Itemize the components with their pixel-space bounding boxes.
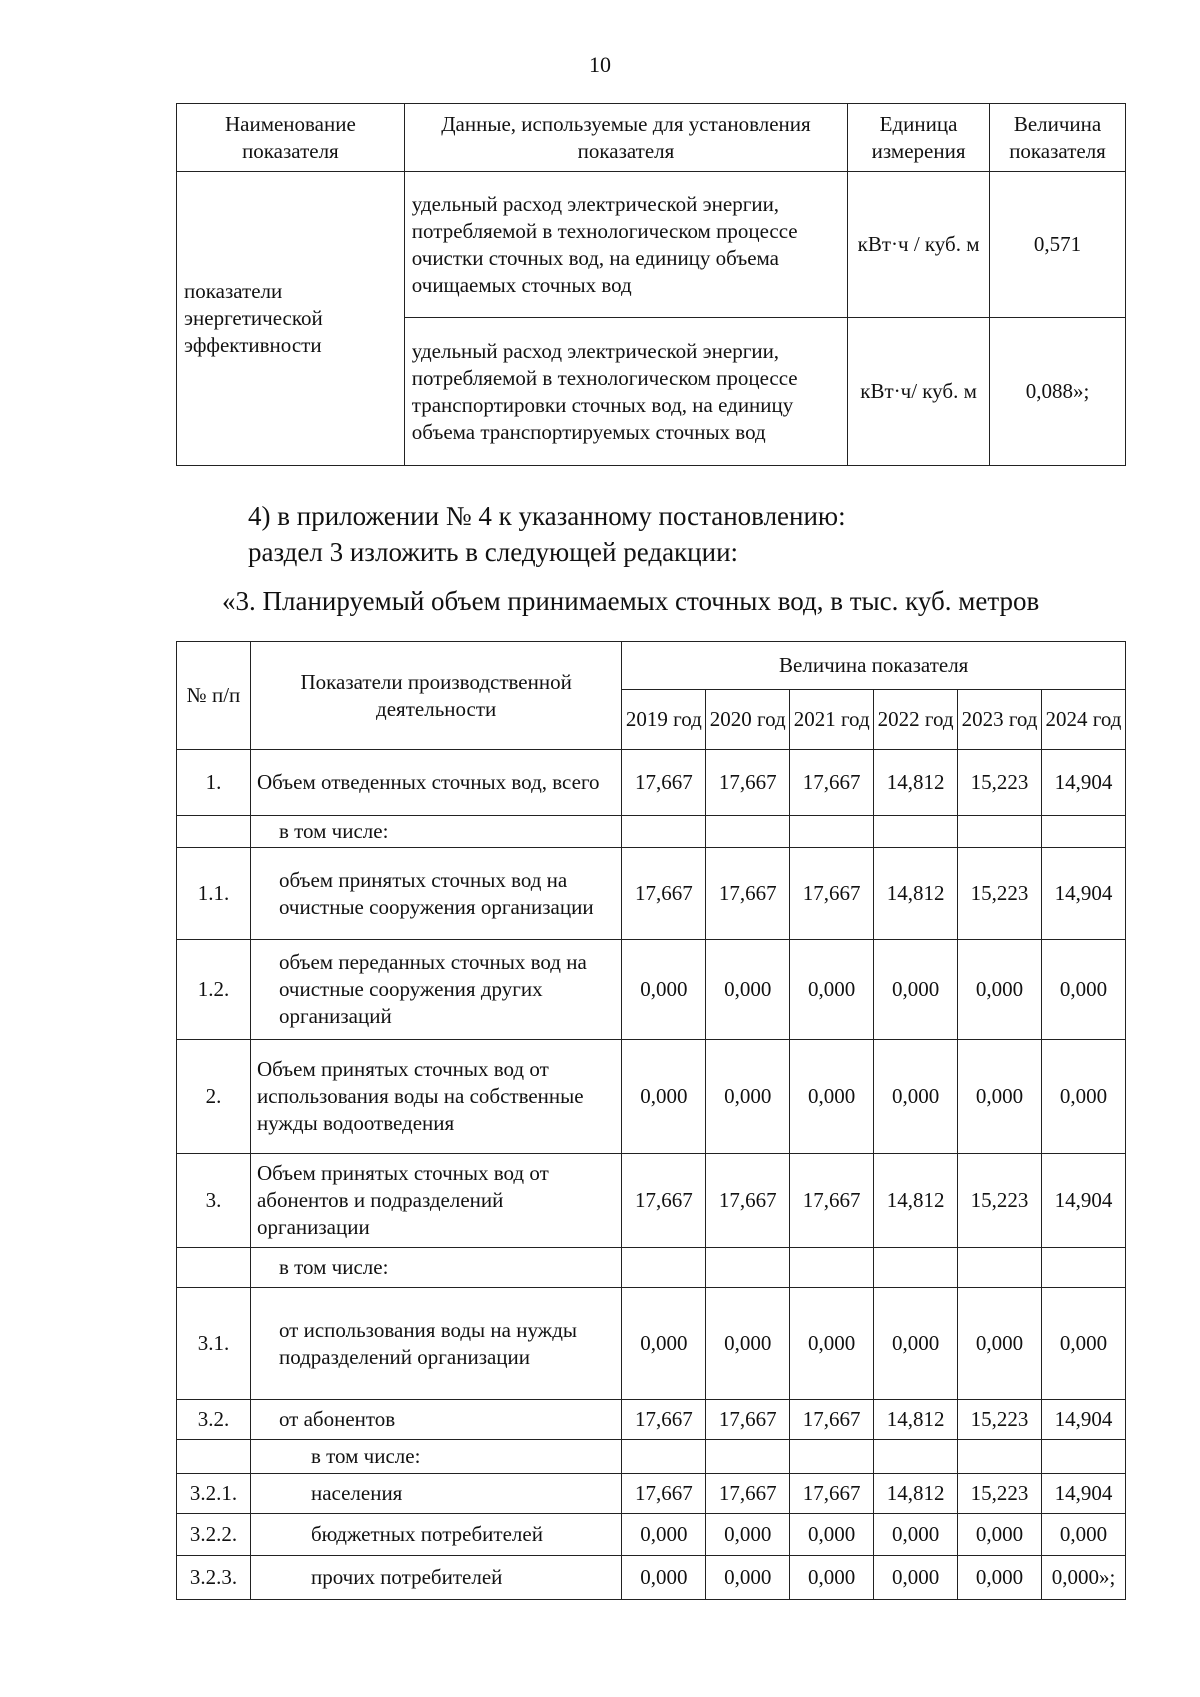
row-value: 14,904 xyxy=(1041,1400,1125,1440)
row-value: 0,000 xyxy=(622,1288,706,1400)
table-row xyxy=(177,1440,1126,1474)
row-number: 3.2.3. xyxy=(177,1556,251,1600)
row-value: 0,000 xyxy=(790,940,874,1040)
table-row xyxy=(177,816,1126,848)
t1-row-unit: кВт·ч/ куб. м xyxy=(848,318,990,466)
row-value: 0,000 xyxy=(1041,940,1125,1040)
section-title: «3. Планируемый объем принимаемых сточных вод, в тыс. куб. метров xyxy=(222,586,1040,616)
row-value xyxy=(706,1440,790,1474)
table-row xyxy=(177,1248,1126,1288)
row-value: 14,812 xyxy=(874,1400,958,1440)
t2-header-no: № п/п xyxy=(177,642,251,750)
wastewater-volume-table xyxy=(176,641,1126,1600)
row-value: 14,812 xyxy=(874,848,958,940)
table-row xyxy=(177,750,1126,816)
row-value xyxy=(1041,816,1125,848)
row-label: в том числе: xyxy=(250,816,621,848)
row-value: 0,000 xyxy=(706,940,790,1040)
row-value xyxy=(958,1440,1042,1474)
row-value xyxy=(706,1248,790,1288)
row-value: 0,000 xyxy=(874,1288,958,1400)
table-row xyxy=(177,1154,1126,1248)
row-value: 17,667 xyxy=(706,1400,790,1440)
row-number: 3.1. xyxy=(177,1288,251,1400)
row-value: 17,667 xyxy=(622,848,706,940)
row-value: 0,000 xyxy=(874,940,958,1040)
row-value: 17,667 xyxy=(790,1400,874,1440)
row-label: в том числе: xyxy=(250,1440,621,1474)
row-value xyxy=(622,1248,706,1288)
row-label: от абонентов xyxy=(250,1400,621,1440)
page-number: 10 xyxy=(589,52,611,77)
row-number xyxy=(177,816,251,848)
row-value: 0,000 xyxy=(622,940,706,1040)
row-value: 17,667 xyxy=(622,1400,706,1440)
row-value: 14,812 xyxy=(874,1474,958,1514)
row-value: 17,667 xyxy=(706,1474,790,1514)
row-value: 14,812 xyxy=(874,1154,958,1248)
t1-header-name: Наименование показателя xyxy=(177,104,405,172)
t1-row-value: 0,088»; xyxy=(990,318,1126,466)
row-number xyxy=(177,1440,251,1474)
row-value: 15,223 xyxy=(958,1400,1042,1440)
row-label: прочих потребителей xyxy=(250,1556,621,1600)
row-value: 17,667 xyxy=(790,1154,874,1248)
row-value: 14,904 xyxy=(1041,750,1125,816)
row-value: 15,223 xyxy=(958,1154,1042,1248)
row-value: 0,000 xyxy=(958,1514,1042,1556)
row-label: объем принятых сточных вод на очистные сооружения организации xyxy=(250,848,621,940)
energy-efficiency-table xyxy=(176,103,1126,466)
table-row xyxy=(177,1288,1126,1400)
row-value: 0,000 xyxy=(874,1514,958,1556)
row-label: населения xyxy=(250,1474,621,1514)
row-value xyxy=(958,816,1042,848)
t1-group-name: показатели энергетической эффективности xyxy=(177,172,405,466)
row-label: в том числе: xyxy=(250,1248,621,1288)
row-value: 0,000 xyxy=(874,1556,958,1600)
row-value: 0,000 xyxy=(706,1556,790,1600)
row-number: 3.2. xyxy=(177,1400,251,1440)
row-value: 0,000 xyxy=(1041,1288,1125,1400)
row-value xyxy=(1041,1440,1125,1474)
row-value xyxy=(790,1248,874,1288)
table-row xyxy=(177,848,1126,940)
row-number: 3.2.2. xyxy=(177,1514,251,1556)
row-value xyxy=(790,1440,874,1474)
row-value: 17,667 xyxy=(706,848,790,940)
row-value: 17,667 xyxy=(790,1474,874,1514)
amendment-paragraph xyxy=(248,498,846,570)
row-value xyxy=(1041,1248,1125,1288)
t1-header-value: Величина показателя xyxy=(990,104,1126,172)
t2-header-indicator: Показатели производственной деятельности xyxy=(250,642,621,750)
row-number: 1.2. xyxy=(177,940,251,1040)
row-value xyxy=(622,816,706,848)
t1-row-value: 0,571 xyxy=(990,172,1126,318)
table-row xyxy=(177,940,1126,1040)
row-value: 0,000 xyxy=(874,1040,958,1154)
row-value: 0,000 xyxy=(790,1514,874,1556)
row-value: 17,667 xyxy=(622,750,706,816)
t2-year-header: 2019 год xyxy=(622,690,706,750)
paragraph-line: раздел 3 изложить в следующей редакции: xyxy=(248,537,739,567)
row-value: 17,667 xyxy=(790,848,874,940)
row-value: 15,223 xyxy=(958,750,1042,816)
row-value xyxy=(622,1440,706,1474)
row-value: 14,904 xyxy=(1041,848,1125,940)
row-value: 0,000 xyxy=(958,1288,1042,1400)
row-label: бюджетных потребителей xyxy=(250,1514,621,1556)
row-value: 0,000»; xyxy=(1041,1556,1125,1600)
row-number: 2. xyxy=(177,1040,251,1154)
row-label: Объем принятых сточных вод от использования воды на собственные нужды водоотведения xyxy=(250,1040,621,1154)
row-value: 0,000 xyxy=(622,1556,706,1600)
row-value: 0,000 xyxy=(958,940,1042,1040)
row-value: 17,667 xyxy=(706,1154,790,1248)
t2-year-header: 2020 год xyxy=(706,690,790,750)
row-label: Объем отведенных сточных вод, всего xyxy=(250,750,621,816)
row-value: 0,000 xyxy=(1041,1514,1125,1556)
row-value: 0,000 xyxy=(958,1556,1042,1600)
row-value: 0,000 xyxy=(706,1514,790,1556)
t1-row-data: удельный расход электрической энергии, потребляемой в технологическом процессе очистки сточных вод, на единицу объема очищаемых сточных вод xyxy=(404,172,847,318)
t2-year-header: 2024 год xyxy=(1041,690,1125,750)
paragraph-line: 4) в приложении № 4 к указанному постановлению: xyxy=(248,501,846,531)
row-value: 17,667 xyxy=(622,1474,706,1514)
row-value: 14,904 xyxy=(1041,1154,1125,1248)
table-row xyxy=(177,1514,1126,1556)
table-row xyxy=(177,1474,1126,1514)
row-value: 15,223 xyxy=(958,1474,1042,1514)
t1-row-unit: кВт·ч / куб. м xyxy=(848,172,990,318)
row-value xyxy=(874,816,958,848)
t2-year-header: 2022 год xyxy=(874,690,958,750)
row-value: 0,000 xyxy=(790,1556,874,1600)
row-value: 0,000 xyxy=(622,1514,706,1556)
row-value: 0,000 xyxy=(958,1040,1042,1154)
row-value: 15,223 xyxy=(958,848,1042,940)
row-number: 3.2.1. xyxy=(177,1474,251,1514)
row-value xyxy=(706,816,790,848)
row-value: 17,667 xyxy=(622,1154,706,1248)
row-value: 0,000 xyxy=(790,1288,874,1400)
row-number xyxy=(177,1248,251,1288)
row-value: 14,904 xyxy=(1041,1474,1125,1514)
table-row xyxy=(177,1556,1126,1600)
row-value xyxy=(790,816,874,848)
row-number: 3. xyxy=(177,1154,251,1248)
table-row xyxy=(177,1040,1126,1154)
row-value xyxy=(958,1248,1042,1288)
row-value: 0,000 xyxy=(706,1288,790,1400)
row-value xyxy=(874,1248,958,1288)
row-number: 1. xyxy=(177,750,251,816)
row-value: 0,000 xyxy=(622,1040,706,1154)
row-value: 14,812 xyxy=(874,750,958,816)
row-value: 17,667 xyxy=(790,750,874,816)
t1-header-data: Данные, используемые для установления показателя xyxy=(404,104,847,172)
row-value: 17,667 xyxy=(706,750,790,816)
t2-year-header: 2023 год xyxy=(958,690,1042,750)
t2-year-header: 2021 год xyxy=(790,690,874,750)
row-value: 0,000 xyxy=(706,1040,790,1154)
row-value: 0,000 xyxy=(1041,1040,1125,1154)
row-label: от использования воды на нужды подразделений организации xyxy=(250,1288,621,1400)
row-number: 1.1. xyxy=(177,848,251,940)
row-value: 0,000 xyxy=(790,1040,874,1154)
t1-row-data: удельный расход электрической энергии, потребляемой в технологическом процессе транспортировки сточных вод, на единицу объема транспортируемых сточных вод xyxy=(404,318,847,466)
t1-header-unit: Единица измерения xyxy=(848,104,990,172)
row-value xyxy=(874,1440,958,1474)
table-row xyxy=(177,1400,1126,1440)
t2-header-value: Величина показателя xyxy=(622,642,1126,690)
row-label: Объем принятых сточных вод от абонентов и подразделений организации xyxy=(250,1154,621,1248)
row-label: объем переданных сточных вод на очистные сооружения других организаций xyxy=(250,940,621,1040)
